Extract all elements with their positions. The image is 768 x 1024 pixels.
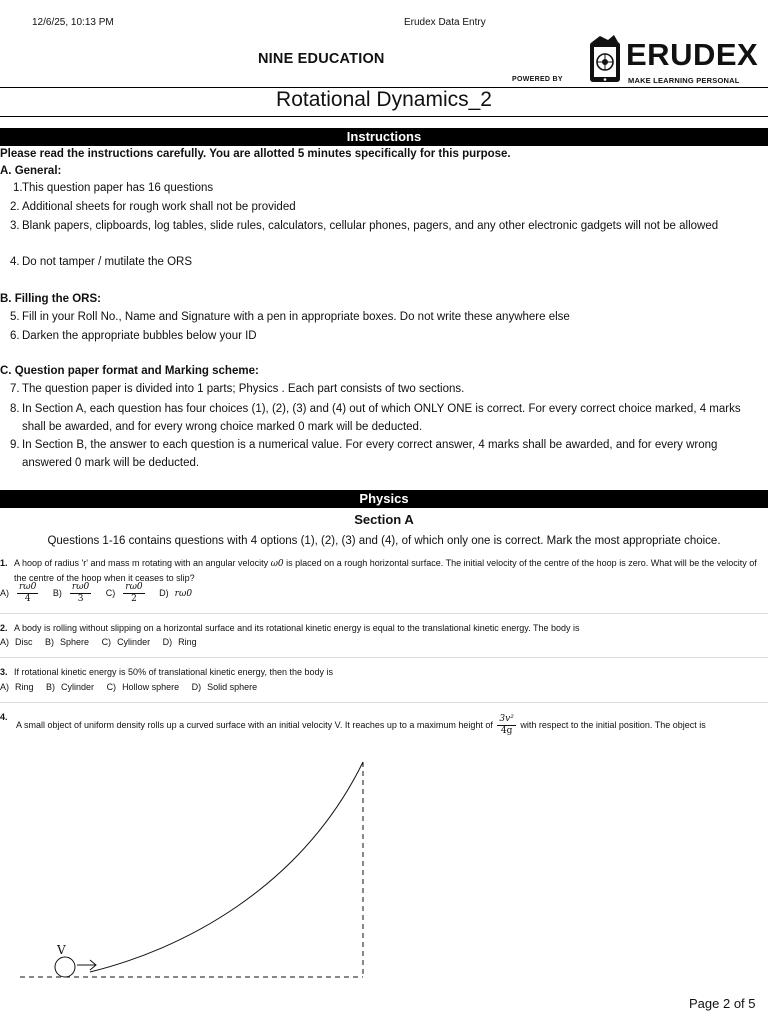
question-2 [0,621,760,635]
question-2-options [0,635,207,649]
organization-name: NINE EDUCATION [258,51,385,67]
format-heading: C. Question paper format and Marking scheme: [0,365,259,377]
question-1 [0,556,760,584]
general-heading: A. General: [0,165,62,177]
rolling-object [55,957,75,977]
question-number: 2. [0,623,8,633]
instruction-item: 2. Additional sheets for rough work shall not be provided [10,201,296,213]
question-text: If rotational kinetic energy is 50% of translational kinetic energy, then the body is [14,667,334,677]
document-title: Rotational Dynamics_2 [276,88,492,111]
option-a[interactable]: A) Disc [0,637,33,647]
option-d[interactable]: D) Ring [162,637,197,647]
question-divider [0,613,768,614]
instruction-item: 4. Do not tamper / mutilate the ORS [10,256,193,268]
powered-by-label: POWERED BY [512,76,563,83]
erudex-logo [588,34,760,86]
question-1-options [0,582,202,605]
question-text: A hoop of radius 'r' and mass m rotating with an angular velocity ω0 is placed on a rough horizontal surface. The initial velocity of the centre of the hoop is zero. What will be the velocity of the centre of the hoop when it ceases to slip? [14,558,757,583]
option-d[interactable]: D) Solid sphere [191,682,258,692]
question-number: 4. [0,712,8,722]
question-divider [0,657,768,658]
logo-tagline: MAKE LEARNING PERSONAL [628,76,740,85]
instruction-item: 5. Fill in your Roll No., Name and Signature with a pen in appropriate boxes. Do not write these anywhere else [10,311,570,323]
tablet-logo-icon [588,34,622,84]
instruction-item: 9. In Section B, the answer to each question is a numerical value. For every correct answer, 4 marks shall be awarded, and for every wrong answered 0 mark will be deducted. [10,439,718,469]
option-d[interactable]: D) rω0 [159,587,193,599]
print-page-title: Erudex Data Entry [404,17,486,28]
question-number: 1. [0,558,8,568]
section-title: Section A [354,512,414,527]
option-a[interactable]: A) Ring [0,682,34,692]
question-divider [0,702,768,703]
instruction-item: 8. In Section A, each question has four choices (1), (2), (3) and (4) out of which ONLY ONE is correct. For every correct choice marked, 4 marks shall be awarded, and for every wrong choice marked 0 mark will be deducted. [10,403,741,433]
option-c[interactable]: C) $\frac{r\omega 0}{2}$ [105,582,143,604]
logo-wordmark: ERUDEX [626,37,759,72]
question-3 [0,665,760,679]
option-a[interactable]: A) $\frac{r\omega 0}{4}$ [0,582,37,604]
instructions-bar: Instructions [0,128,768,146]
option-b[interactable]: B) Cylinder [46,682,95,692]
instruction-item: 3. Blank papers, clipboards, log tables, slide rules, calculators, cellular phones, pagers, and any other electronic gadgets will not be allowed [10,220,719,232]
question-number: 3. [0,667,8,677]
physics-bar: Physics [0,490,768,508]
page-number: Page 2 of 5 [689,996,756,1011]
velocity-label: V [57,943,66,957]
option-c[interactable]: C) Cylinder [101,637,151,647]
option-b[interactable]: B) $\frac{r\omega 0}{3}$ [52,582,90,604]
instructions-intro: Please read the instructions carefully. You are allotted 5 minutes specifically for this purpose. [0,148,511,160]
curved-surface [90,762,363,972]
option-b[interactable]: B) Sphere [45,637,90,647]
section-note: Questions 1-16 contains questions with 4 options (1), (2), (3) and (4), of which only one is correct. Mark the most appropriate choice. [47,535,721,547]
title-divider [0,116,768,117]
instruction-item: 6. Darken the appropriate bubbles below your ID [10,330,257,342]
option-c[interactable]: C) Hollow sphere [106,682,180,692]
instruction-item: 7. The question paper is divided into 1 parts; Physics . Each part consists of two sections. [10,383,465,395]
ors-heading: B. Filling the ORS: [0,293,101,305]
question-4 [0,710,760,750]
instruction-item: 1. This question paper has 16 questions [13,182,214,194]
question-3-options [0,680,267,694]
question-text: A body is rolling without slipping on a horizontal surface and its rotational kinetic energy is equal to the translational kinetic energy. The body is [14,623,580,633]
curved-surface-figure [0,750,380,990]
question-text: A small object of uniform density rolls up a curved surface with an initial velocity V. It reaches up to a maximum height of $\frac{\text{3v²}}{4g}$ with respect to the initial position. The object is [16,714,706,737]
print-datetime: 12/6/25, 10:13 PM [32,17,114,28]
